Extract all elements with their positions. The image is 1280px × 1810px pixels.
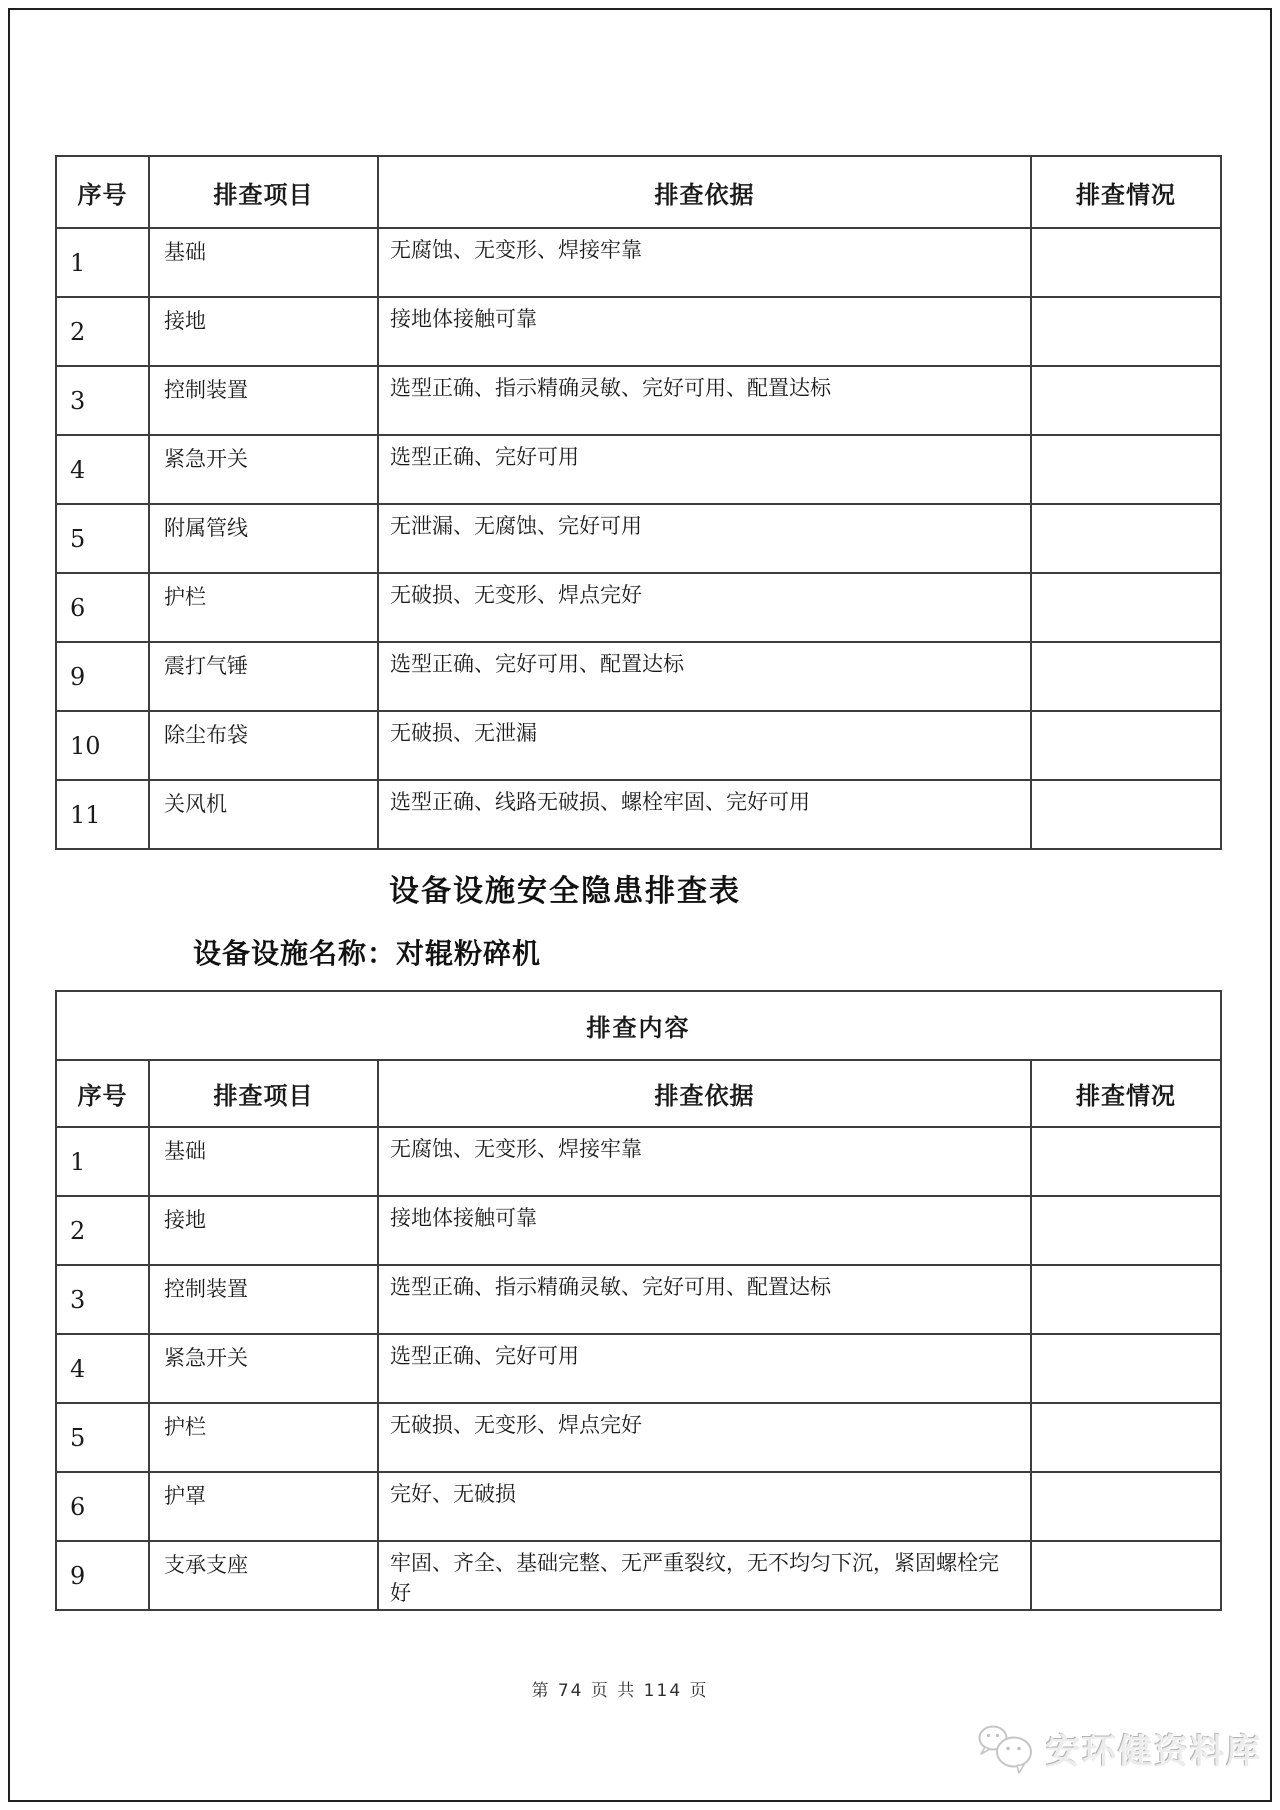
table-row — [56, 1127, 1221, 1196]
serial-cell: 2 — [56, 1196, 149, 1265]
column-header-item: 排查项目 — [149, 1060, 378, 1127]
serial-cell: 3 — [56, 1265, 149, 1334]
status-cell — [1031, 1265, 1221, 1334]
table-row — [56, 1541, 1221, 1610]
basis-cell: 接地体接触可靠 — [378, 1196, 1031, 1265]
column-header-no: 序号 — [56, 156, 149, 228]
serial-cell: 9 — [56, 1541, 149, 1610]
item-cell: 护栏 — [149, 573, 378, 642]
equipment-name-label: 设备设施名称：对辊粉碎机 — [193, 937, 542, 970]
table-header-row — [56, 1060, 1221, 1127]
watermark — [976, 1722, 1262, 1774]
item-cell: 紧急开关 — [149, 435, 378, 504]
serial-cell: 5 — [56, 504, 149, 573]
item-cell: 附属管线 — [149, 504, 378, 573]
wechat-icon — [976, 1722, 1038, 1774]
basis-cell: 牢固、齐全、基础完整、无严重裂纹，无不均匀下沉，紧固螺栓完好 — [378, 1541, 1031, 1610]
table-content-header-row — [56, 991, 1221, 1060]
table-row — [56, 1265, 1221, 1334]
status-cell — [1031, 1334, 1221, 1403]
status-cell — [1031, 1403, 1221, 1472]
serial-cell: 4 — [56, 1334, 149, 1403]
basis-cell: 选型正确、完好可用 — [378, 435, 1031, 504]
item-cell: 关风机 — [149, 780, 378, 849]
column-header-status: 排查情况 — [1031, 156, 1221, 228]
item-cell: 基础 — [149, 228, 378, 297]
status-cell — [1031, 366, 1221, 435]
column-header-status: 排查情况 — [1031, 1060, 1221, 1127]
status-cell — [1031, 435, 1221, 504]
status-cell — [1031, 1127, 1221, 1196]
page-title: 设备设施安全隐患排查表 — [389, 874, 741, 909]
column-header-no: 序号 — [56, 1060, 149, 1127]
status-cell — [1031, 780, 1221, 849]
item-cell: 紧急开关 — [149, 1334, 378, 1403]
basis-cell: 选型正确、指示精确灵敏、完好可用、配置达标 — [378, 1265, 1031, 1334]
item-cell: 震打气锤 — [149, 642, 378, 711]
basis-cell: 选型正确、完好可用 — [378, 1334, 1031, 1403]
status-cell — [1031, 1541, 1221, 1610]
column-header-basis: 排查依据 — [378, 1060, 1031, 1127]
basis-cell: 无腐蚀、无变形、焊接牢靠 — [378, 228, 1031, 297]
basis-cell: 完好、无破损 — [378, 1472, 1031, 1541]
table-row — [56, 1403, 1221, 1472]
serial-cell: 2 — [56, 297, 149, 366]
status-cell — [1031, 1196, 1221, 1265]
status-cell — [1031, 642, 1221, 711]
status-cell — [1031, 228, 1221, 297]
table-row — [56, 228, 1221, 297]
table-row — [56, 1472, 1221, 1541]
item-cell: 接地 — [149, 1196, 378, 1265]
inspection-table-2 — [55, 990, 1222, 1611]
basis-cell: 接地体接触可靠 — [378, 297, 1031, 366]
basis-cell: 选型正确、线路无破损、螺栓牢固、完好可用 — [378, 780, 1031, 849]
basis-cell: 无破损、无变形、焊点完好 — [378, 573, 1031, 642]
item-cell: 接地 — [149, 297, 378, 366]
table-row — [56, 1196, 1221, 1265]
item-cell: 控制装置 — [149, 1265, 378, 1334]
table-row — [56, 711, 1221, 780]
serial-cell: 11 — [56, 780, 149, 849]
item-cell: 护栏 — [149, 1403, 378, 1472]
table-row — [56, 435, 1221, 504]
item-cell: 支承支座 — [149, 1541, 378, 1610]
serial-cell: 4 — [56, 435, 149, 504]
table-row — [56, 780, 1221, 849]
serial-cell: 1 — [56, 228, 149, 297]
status-cell — [1031, 504, 1221, 573]
table-row — [56, 573, 1221, 642]
basis-cell: 选型正确、指示精确灵敏、完好可用、配置达标 — [378, 366, 1031, 435]
content-header: 排查内容 — [56, 991, 1221, 1060]
item-cell: 基础 — [149, 1127, 378, 1196]
serial-cell: 9 — [56, 642, 149, 711]
serial-cell: 6 — [56, 573, 149, 642]
serial-cell: 6 — [56, 1472, 149, 1541]
item-cell: 除尘布袋 — [149, 711, 378, 780]
serial-cell: 10 — [56, 711, 149, 780]
table-row — [56, 642, 1221, 711]
status-cell — [1031, 711, 1221, 780]
table-row — [56, 297, 1221, 366]
serial-cell: 1 — [56, 1127, 149, 1196]
inspection-table-1 — [55, 155, 1222, 850]
watermark-text: 安环健资料库 — [1046, 1731, 1262, 1772]
column-header-basis: 排查依据 — [378, 156, 1031, 228]
table-row — [56, 366, 1221, 435]
column-header-item: 排查项目 — [149, 156, 378, 228]
status-cell — [1031, 297, 1221, 366]
basis-cell: 无泄漏、无腐蚀、完好可用 — [378, 504, 1031, 573]
status-cell — [1031, 573, 1221, 642]
table-row — [56, 504, 1221, 573]
status-cell — [1031, 1472, 1221, 1541]
serial-cell: 3 — [56, 366, 149, 435]
page-number: 第 74 页 共 114 页 — [531, 1681, 709, 1701]
serial-cell: 5 — [56, 1403, 149, 1472]
basis-cell: 无破损、无变形、焊点完好 — [378, 1403, 1031, 1472]
table-row — [56, 1334, 1221, 1403]
basis-cell: 选型正确、完好可用、配置达标 — [378, 642, 1031, 711]
table-header-row — [56, 156, 1221, 228]
basis-cell: 无腐蚀、无变形、焊接牢靠 — [378, 1127, 1031, 1196]
item-cell: 护罩 — [149, 1472, 378, 1541]
basis-cell: 无破损、无泄漏 — [378, 711, 1031, 780]
item-cell: 控制装置 — [149, 366, 378, 435]
